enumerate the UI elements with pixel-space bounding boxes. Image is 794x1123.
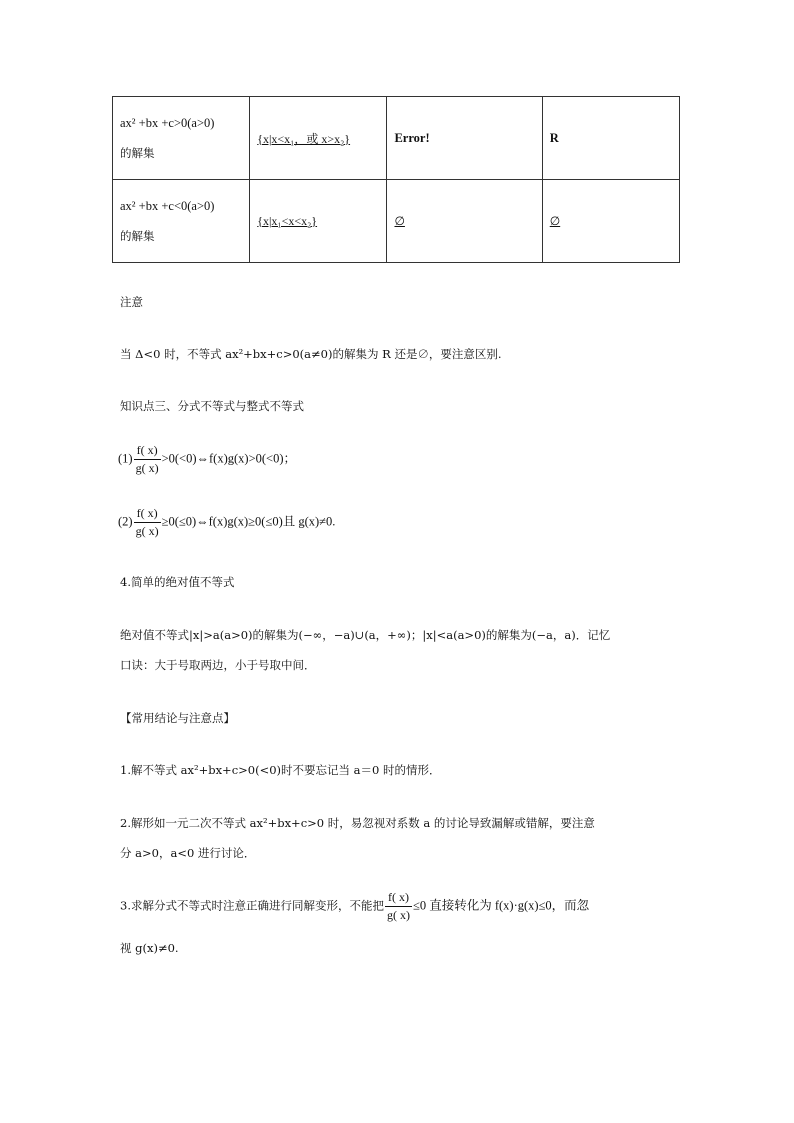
conclusion-3-line1: 3.求解分式不等式时注意正确进行同解变形，不能把 $\frac{f( x)}{g( x)}$ ≤0 直接转化为 f(x)·g(x)≤0，而忽 [120,890,590,922]
fraction-item-2: (2) $\frac{f( x)}{g( x)}$ ≥0(≤0)⇔f(x)g(x)≥0(≤0)且 g(x)≠0. [118,506,336,538]
table-cell-delta-positive [250,97,387,180]
fraction: $\frac{f( x)}{g( x)}$ [135,506,159,538]
condition-text: ax² +bx +c<0(a>0) [120,198,215,213]
table-cell-delta-zero [387,97,542,180]
table-cell-condition [113,180,250,263]
fraction: $\frac{f( x)}{g( x)}$ [386,890,410,922]
section3-heading: 知识点三、分式不等式与整式不等式 [120,399,304,413]
conclusion-2-line1: 2.解形如一元二次不等式 ax²+bx+c>0 时，易忽视对系数 a 的讨论导致漏解或错解，要注意 [120,816,595,830]
table-cell-condition [113,97,250,180]
note-text: 当 Δ<0 时，不等式 ax²+bx+c>0(a≠0)的解集为 R 还是∅，要注意区别. [120,347,502,361]
solution-set-label: 的解集 [120,228,155,243]
real-set: R [549,130,559,145]
inequality-solution-table [112,96,680,263]
table-row [113,97,680,180]
error-text: Error! [394,130,430,145]
condition-text: ax² +bx +c>0(a>0) [120,115,215,130]
note-title: 注意 [120,295,143,309]
fraction: $\frac{f( x)}{g( x)}$ [135,443,159,475]
abs-inequality-line1: 绝对值不等式|x|>a(a>0)的解集为(−∞，−a)∪(a，+∞)；|x|<a(a>0)的解集为(−a，a)．记忆 [120,628,611,642]
conclusion-1: 1.解不等式 ax²+bx+c>0(<0)时不要忘记当 a＝0 时的情形． [120,763,441,777]
solution-set-label: 的解集 [120,145,155,160]
section4-heading: 4.简单的绝对值不等式 [120,575,235,589]
empty-set: ∅ [549,213,561,228]
table-row [113,180,680,263]
solution-set: {x|x<x₁，或 x>x₂} [257,131,351,146]
table-cell-delta-negative [542,97,679,180]
empty-set: ∅ [394,213,405,228]
solution-set: {x|x₁<x<x₂} [257,213,318,228]
conclusion-3-line2: 视 g(x)≠0. [120,941,179,955]
conclusions-heading: 【常用结论与注意点】 [120,711,235,725]
table-cell-delta-negative [542,180,679,263]
table-cell-delta-positive [250,180,387,263]
conclusion-2-line2: 分 a>0，a<0 进行讨论． [120,846,256,860]
table-cell-delta-zero [387,180,542,263]
fraction-item-1: (1) $\frac{f( x)}{g( x)}$ >0(<0)⇔f(x)g(x)>0(<0)； [118,443,296,475]
abs-inequality-line2: 口诀：大于号取两边，小于号取中间． [120,658,316,672]
